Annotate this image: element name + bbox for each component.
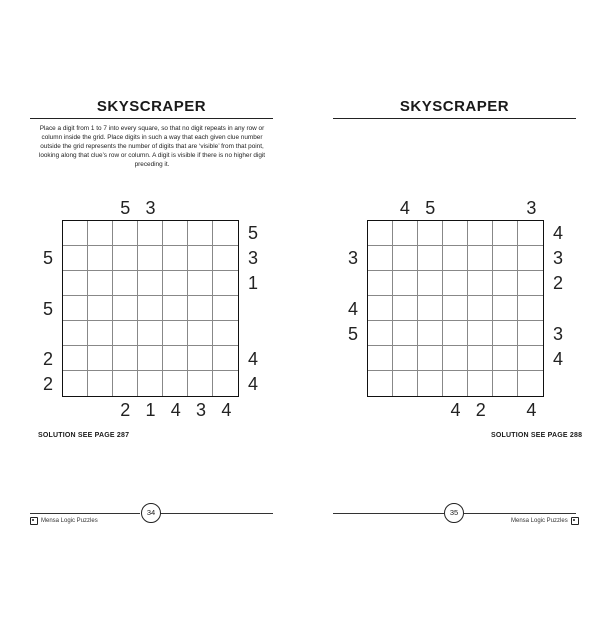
grid-cell[interactable] <box>88 246 113 271</box>
mensa-logo-icon <box>571 517 579 525</box>
grid-cell[interactable] <box>63 321 88 346</box>
grid-cell[interactable] <box>468 346 493 371</box>
grid-cell[interactable] <box>493 346 518 371</box>
clue-bottom: 3 <box>196 400 207 420</box>
grid-cell[interactable] <box>443 346 468 371</box>
grid-cell[interactable] <box>113 296 138 321</box>
grid-cell[interactable] <box>443 271 468 296</box>
grid-cell[interactable] <box>368 321 393 346</box>
grid-cell[interactable] <box>213 296 238 321</box>
grid-cell[interactable] <box>368 271 393 296</box>
grid-cell[interactable] <box>113 321 138 346</box>
grid-cell[interactable] <box>368 221 393 246</box>
clue-top: 4 <box>399 198 410 218</box>
grid-cell[interactable] <box>468 221 493 246</box>
grid-cell[interactable] <box>493 321 518 346</box>
grid-cell[interactable] <box>493 296 518 321</box>
grid-cell[interactable] <box>213 221 238 246</box>
grid-cell[interactable] <box>443 221 468 246</box>
clue-top: 3 <box>145 198 156 218</box>
grid-cell[interactable] <box>138 346 163 371</box>
grid-cell[interactable] <box>443 371 468 396</box>
right-page <box>303 0 606 621</box>
grid-cell[interactable] <box>113 221 138 246</box>
grid-cell[interactable] <box>188 296 213 321</box>
grid-cell[interactable] <box>518 346 543 371</box>
puzzle-grid <box>367 220 544 397</box>
grid-cell[interactable] <box>418 271 443 296</box>
grid-cell[interactable] <box>138 221 163 246</box>
grid-cell[interactable] <box>443 246 468 271</box>
grid-cell[interactable] <box>88 371 113 396</box>
grid-cell[interactable] <box>163 221 188 246</box>
grid-cell[interactable] <box>418 221 443 246</box>
clue-left: 5 <box>347 323 358 344</box>
brand-label <box>511 517 579 525</box>
grid-cell[interactable] <box>393 271 418 296</box>
clue-top: 3 <box>526 198 537 218</box>
grid-cell[interactable] <box>393 296 418 321</box>
grid-cell[interactable] <box>163 271 188 296</box>
grid-cell[interactable] <box>393 246 418 271</box>
grid-cell[interactable] <box>468 246 493 271</box>
footer-divider <box>464 513 576 514</box>
grid-cell[interactable] <box>163 296 188 321</box>
grid-cell[interactable] <box>188 321 213 346</box>
clue-right: 3 <box>552 247 563 268</box>
grid-cell[interactable] <box>213 321 238 346</box>
grid-cell[interactable] <box>113 346 138 371</box>
brand-label <box>30 517 98 525</box>
grid-cell[interactable] <box>188 371 213 396</box>
clue-right: 4 <box>552 222 563 243</box>
mensa-logo-icon <box>30 517 38 525</box>
grid-cell[interactable] <box>493 221 518 246</box>
grid-cell[interactable] <box>518 371 543 396</box>
grid-cell[interactable] <box>493 371 518 396</box>
solution-note: SOLUTION SEE PAGE 288 <box>491 432 583 439</box>
grid-cell[interactable] <box>418 371 443 396</box>
puzzle-grid <box>62 220 239 397</box>
grid-cell[interactable] <box>468 321 493 346</box>
grid-cell[interactable] <box>393 321 418 346</box>
brand-text: Mensa Logic Puzzles <box>41 518 98 524</box>
footer-divider <box>30 513 140 514</box>
grid-cell[interactable] <box>88 296 113 321</box>
clue-left: 2 <box>42 374 53 395</box>
grid-cell[interactable] <box>113 246 138 271</box>
grid-cell[interactable] <box>443 296 468 321</box>
grid-cell[interactable] <box>188 221 213 246</box>
grid-cell[interactable] <box>188 246 213 271</box>
grid-cell[interactable] <box>418 346 443 371</box>
clue-bottom: 2 <box>120 400 131 420</box>
grid-cell[interactable] <box>138 296 163 321</box>
grid-cell[interactable] <box>138 246 163 271</box>
clue-top: 5 <box>120 198 131 218</box>
clue-right: 4 <box>552 349 563 370</box>
grid-cell[interactable] <box>163 321 188 346</box>
grid-cell[interactable] <box>468 296 493 321</box>
grid-cell[interactable] <box>518 221 543 246</box>
grid-cell[interactable] <box>88 321 113 346</box>
grid-cell[interactable] <box>368 296 393 321</box>
grid-cell[interactable] <box>138 271 163 296</box>
clue-bottom: 4 <box>170 400 181 420</box>
grid-cell[interactable] <box>368 371 393 396</box>
solution-note: SOLUTION SEE PAGE 287 <box>38 432 130 439</box>
grid-cell[interactable] <box>188 346 213 371</box>
footer-divider <box>160 513 273 514</box>
grid-cell[interactable] <box>188 271 213 296</box>
footer-divider <box>333 513 444 514</box>
title-divider <box>30 118 273 119</box>
clue-right: 1 <box>247 273 258 294</box>
title-divider <box>333 118 576 119</box>
grid-cell[interactable] <box>63 271 88 296</box>
clue-right: 4 <box>247 374 258 395</box>
grid-cell[interactable] <box>418 321 443 346</box>
grid-cell[interactable] <box>468 371 493 396</box>
grid-cell[interactable] <box>63 246 88 271</box>
grid-cell[interactable] <box>113 271 138 296</box>
clue-right: 4 <box>247 349 258 370</box>
grid-cell[interactable] <box>518 321 543 346</box>
page-number: 34 <box>141 503 161 523</box>
grid-cell[interactable] <box>493 271 518 296</box>
grid-cell[interactable] <box>393 221 418 246</box>
clue-bottom: 4 <box>526 400 537 420</box>
clue-left: 5 <box>42 298 53 319</box>
clue-left: 2 <box>42 349 53 370</box>
grid-cell[interactable] <box>418 246 443 271</box>
grid-cell[interactable] <box>368 246 393 271</box>
grid-cell[interactable] <box>213 346 238 371</box>
grid-cell[interactable] <box>163 346 188 371</box>
clue-right: 5 <box>247 222 258 243</box>
grid-cell[interactable] <box>393 371 418 396</box>
clue-bottom: 4 <box>450 400 461 420</box>
clue-bottom: 1 <box>145 400 156 420</box>
grid-cell[interactable] <box>113 371 138 396</box>
grid-cell[interactable] <box>518 246 543 271</box>
grid-cell[interactable] <box>518 296 543 321</box>
grid-cell[interactable] <box>213 246 238 271</box>
grid-cell[interactable] <box>88 221 113 246</box>
page-number: 35 <box>444 503 464 523</box>
grid-cell[interactable] <box>138 371 163 396</box>
grid-cell[interactable] <box>138 321 163 346</box>
grid-cell[interactable] <box>518 271 543 296</box>
grid-cell[interactable] <box>213 371 238 396</box>
grid-cell[interactable] <box>63 221 88 246</box>
grid-cell[interactable] <box>368 346 393 371</box>
clue-bottom: 2 <box>475 400 486 420</box>
clue-left: 4 <box>347 298 358 319</box>
grid-cell[interactable] <box>393 346 418 371</box>
clue-right: 3 <box>552 323 563 344</box>
grid-cell[interactable] <box>163 246 188 271</box>
brand-text: Mensa Logic Puzzles <box>511 518 568 524</box>
grid-cell[interactable] <box>443 321 468 346</box>
page-title: SKYSCRAPER <box>96 98 207 115</box>
grid-cell[interactable] <box>418 296 443 321</box>
grid-cell[interactable] <box>63 346 88 371</box>
clue-left: 3 <box>347 247 358 268</box>
grid-cell[interactable] <box>468 271 493 296</box>
grid-cell[interactable] <box>88 271 113 296</box>
grid-cell[interactable] <box>63 371 88 396</box>
puzzle-instructions: Place a digit from 1 to 7 into every square, so that no digit repeats in any row or column inside the grid. Place digits in such a way that each given clue number outside the grid represents the number of digits that are ‘visible’ from that point, looking along that clue’s row or column. A digit is visible if there is no higher digit preceding it. <box>38 125 266 168</box>
grid-cell[interactable] <box>493 246 518 271</box>
clue-left: 5 <box>42 247 53 268</box>
clue-bottom: 4 <box>221 400 232 420</box>
grid-cell[interactable] <box>213 271 238 296</box>
clue-top: 5 <box>425 198 436 218</box>
grid-cell[interactable] <box>163 371 188 396</box>
clue-right: 2 <box>552 273 563 294</box>
page-title: SKYSCRAPER <box>399 98 510 115</box>
clue-right: 3 <box>247 247 258 268</box>
grid-cell[interactable] <box>63 296 88 321</box>
grid-cell[interactable] <box>88 346 113 371</box>
